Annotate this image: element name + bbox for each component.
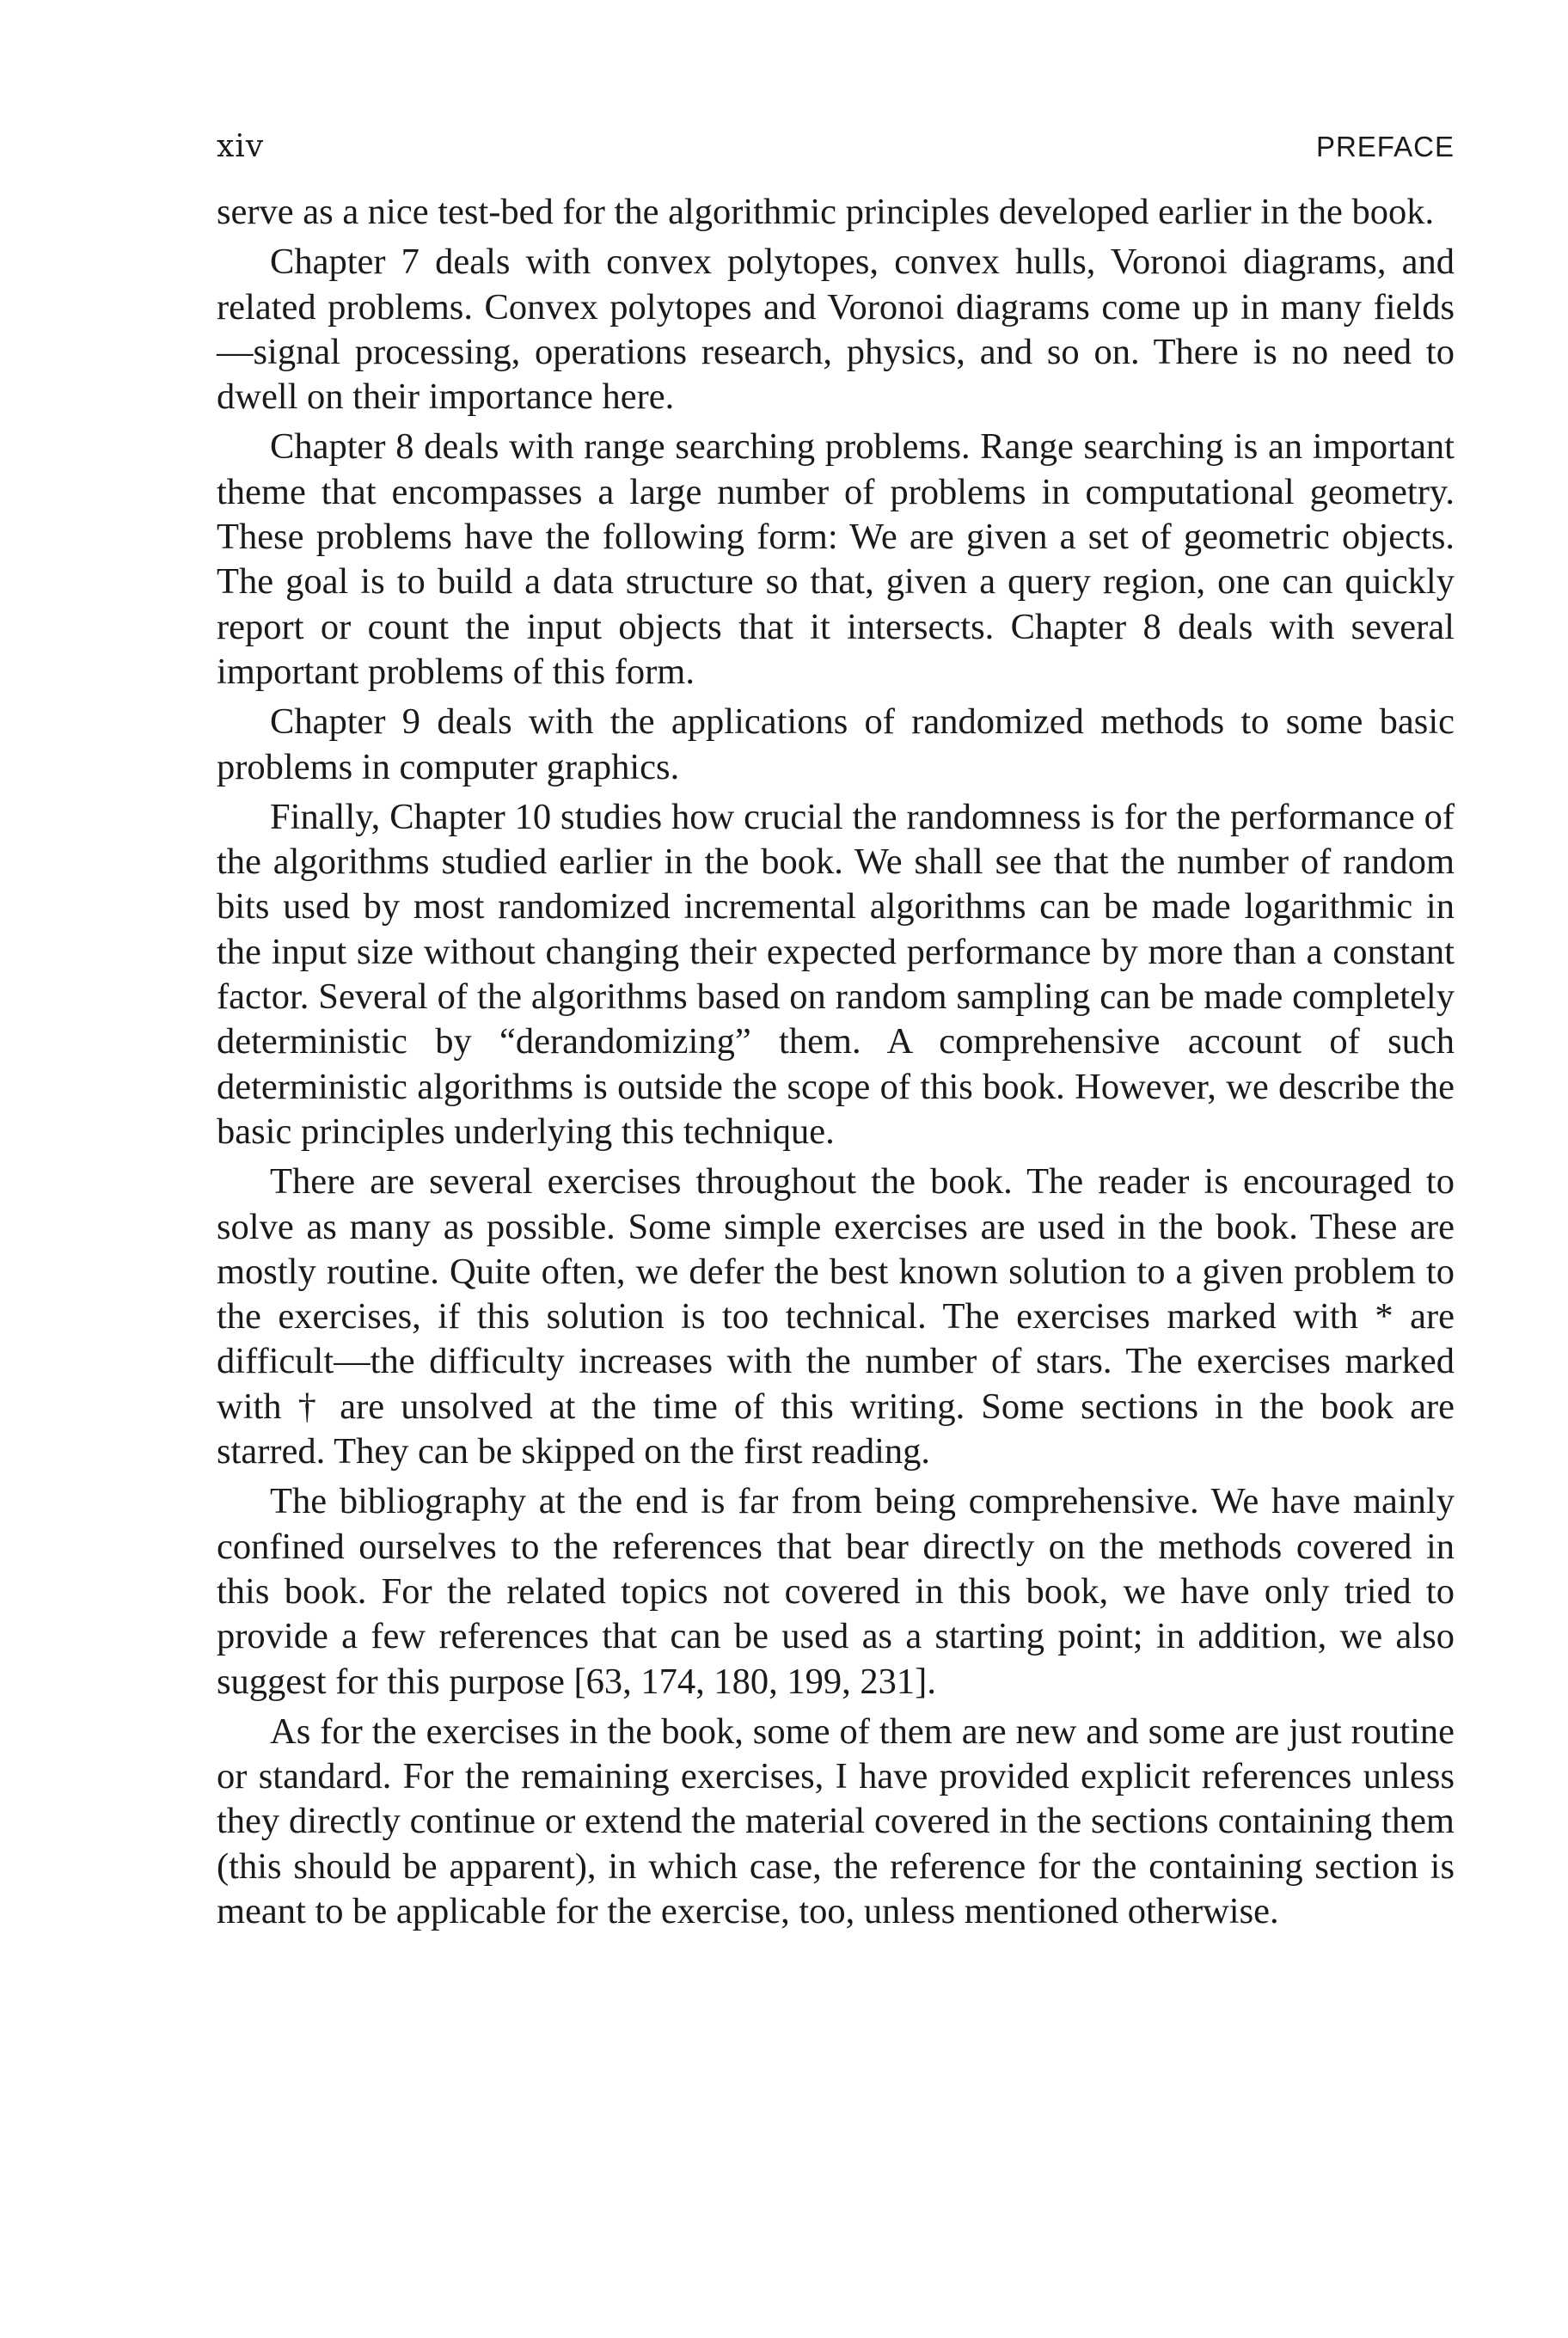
paragraph-chapter-10: Finally, Chapter 10 studies how crucial the randomness is for the performance of the algorithms studied earlier in the book. We shall see that the number of random bits used by most randomized incremental algorithms can be made logarithmic in the input size without changing their expected performance by more than a constant factor. Several of the algorithms based on random sampling can be made completely deterministic by “derandomizing” them. A comprehensive account of such deterministic algorithms is outside the scope of this book. However, we describe the basic principles underlying this technique. — [217, 796, 1455, 1152]
paragraph-exercise-references: As for the exercises in the book, some of them are new and some are just routine or standard. For the remaining exercises, I have provided explicit references unless they directly continue or extend the material covered in the sections containing them (this should be apparent), in which case, the reference for the containing section is meant to be applicable for the exercise, too, unless mentioned otherwise. — [217, 1711, 1455, 1931]
book-page — [217, 129, 1455, 1939]
paragraph-chapter-8: Chapter 8 deals with range searching problems. Range searching is an important theme that encompasses a large number of problems in computational geometry. These problems have the following form: We are given a set of geometric objects. The goal is to build a data structure so that, given a query region, one can quickly report or count the input objects that it intersects. Chapter 8 deals with several important problems of this form. — [217, 426, 1455, 692]
page-number: xiv — [217, 129, 265, 164]
paragraph-bibliography: The bibliography at the end is far from being comprehensive. We have mainly confined ourselves to the references that bear directly on the methods covered in this book. For the related topics not covered in this book, we have only tried to provide a few references that can be used as a starting point; in addition, we also suggest for this purpose [63, 174, 180, 199, 231]. — [217, 1481, 1455, 1702]
paragraph-exercises: There are several exercises throughout the book. The reader is encouraged to solve as many as possible. Some simple exercises are used in the book. These are mostly routine. Quite often, we defer the best known solution to a given problem to the exercises, if this solution is too technical. The exercises marked with * are difficult—the difficulty increases with the number of stars. The exercises marked with † are unsolved at the time of this writing. Some sections in the book are starred. They can be skipped on the first reading. — [217, 1161, 1455, 1472]
paragraph-chapter-9: Chapter 9 deals with the applications of randomized methods to some basic problems in computer graphics. — [217, 701, 1455, 787]
running-head — [217, 129, 1455, 164]
paragraph-continuation: serve as a nice test-bed for the algorithmic principles developed earlier in the book. — [217, 192, 1435, 232]
section-title: PREFACE — [1315, 131, 1455, 162]
body-text — [217, 190, 1455, 1934]
paragraph-chapter-7: Chapter 7 deals with convex polytopes, convex hulls, Voronoi diagrams, and related problems. Convex polytopes and Voronoi diagrams come up in many fields—signal processing, operations research, physics, and so on. There is no need to dwell on their importance here. — [217, 242, 1455, 418]
